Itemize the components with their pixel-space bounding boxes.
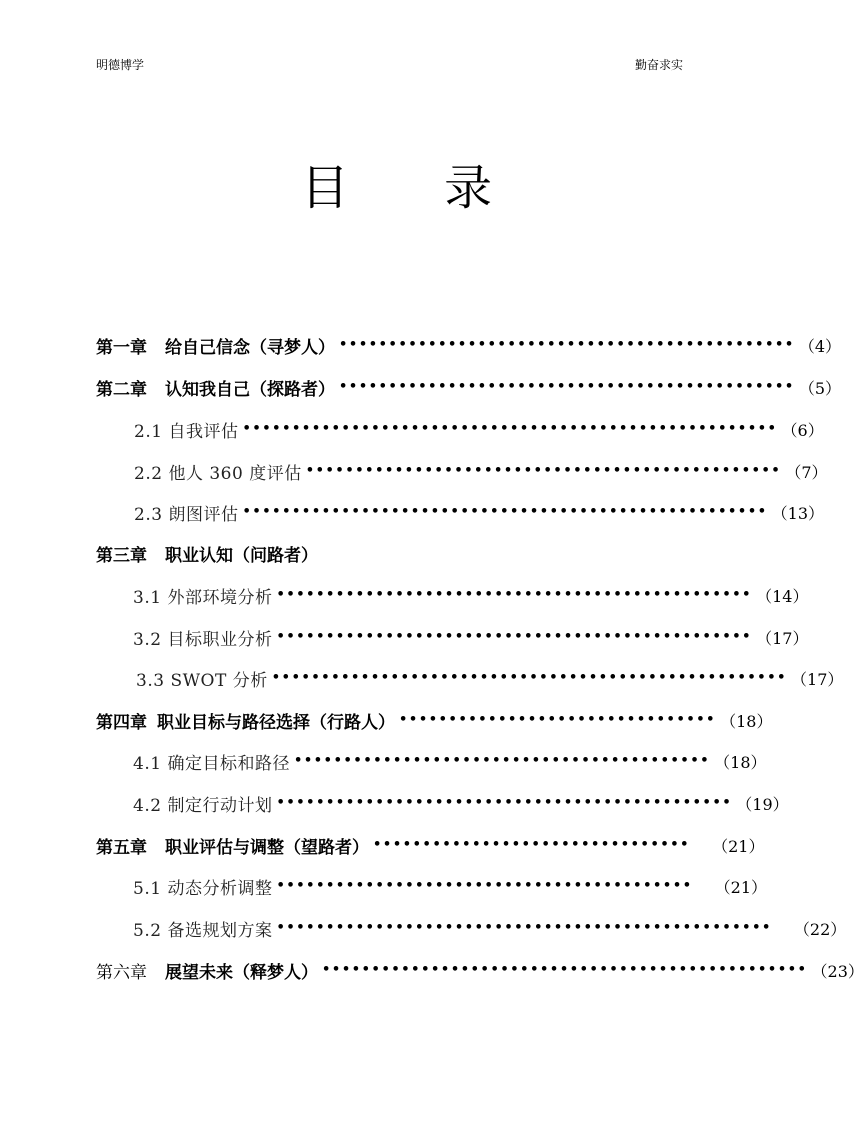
toc-entry-section-3-1[interactable]: [133, 580, 809, 610]
toc-entry-section-3-2[interactable]: [133, 622, 809, 652]
toc-leader-dots: ••••••••••••••••••••••••••••••••••••••••••••••••: [305, 463, 782, 478]
toc-entry-label: 4.2 制定行动计划: [133, 795, 273, 816]
toc-leader-dots: ••••••••••••••••••••••••••••••••••••••••••••••: [276, 795, 733, 810]
toc-entry-chapter-5[interactable]: [96, 830, 765, 860]
toc-entry-label: 展望未来（释梦人）: [165, 962, 318, 983]
toc-page-number: （4）: [798, 336, 842, 356]
toc-leader-dots: ••••••••••••••••••••••••••••••••••••••••••••••••••••••: [242, 421, 778, 436]
toc-chapter-number: 第五章: [96, 837, 147, 858]
toc-entry-section-3-3[interactable]: [136, 663, 844, 693]
toc-leader-dots: ••••••••••••••••••••••••••••••••••••••••••: [293, 753, 711, 768]
toc-entry-label: 职业认知（问路者）: [165, 545, 318, 566]
toc-leader-dots: ••••••••••••••••••••••••••••••••••••••••••••••: [339, 337, 795, 352]
toc-entry-label: 5.1 动态分析调整: [133, 878, 273, 899]
toc-entry-label: 3.3 SWOT 分析: [136, 670, 268, 691]
toc-entry-chapter-3[interactable]: [96, 538, 396, 568]
toc-entry-chapter-1[interactable]: [96, 330, 842, 360]
toc-entry-chapter-2[interactable]: [96, 372, 842, 402]
toc-page-number: （22）: [793, 919, 847, 939]
toc-entry-section-2-3[interactable]: [134, 497, 825, 527]
toc-page-number: （19）: [736, 794, 789, 814]
toc-entry-label: 2.2 他人 360 度评估: [134, 463, 302, 484]
toc-page-number: （17）: [756, 628, 809, 648]
toc-entry-label: 3.1 外部环境分析: [133, 587, 273, 608]
toc-entry-label: 2.3 朗图评估: [134, 504, 239, 525]
toc-leader-dots: ••••••••••••••••••••••••••••••••••••••••••: [276, 878, 693, 893]
toc-leader-dots: ••••••••••••••••••••••••••••••••••••••••••••••: [339, 379, 795, 394]
toc-page-number: （17）: [791, 669, 844, 689]
toc-entry-label: 给自己信念（寻梦人）: [165, 337, 335, 358]
toc-page-number: （18）: [714, 752, 767, 772]
toc-page-number: （13）: [771, 503, 825, 523]
toc-entry-label: 3.2 目标职业分析: [133, 629, 273, 650]
toc-entry-section-4-2[interactable]: [133, 788, 789, 818]
toc-page-number: （7）: [785, 462, 828, 482]
toc-entry-section-2-2[interactable]: [134, 456, 828, 486]
page-title: 目 录: [300, 160, 533, 216]
toc-entry-section-2-1[interactable]: [134, 414, 824, 444]
toc-leader-dots: •••••••••••••••••••••••••••••••••••••••••••••••••: [322, 962, 808, 977]
toc-chapter-number: 第六章: [96, 962, 147, 983]
header-right-motto: 勤奋求实: [634, 58, 683, 72]
toc-leader-dots: ••••••••••••••••••••••••••••••••••••••••••••••••••: [276, 920, 772, 935]
toc-entry-chapter-6[interactable]: [96, 955, 864, 985]
toc-leader-dots: ••••••••••••••••••••••••••••••••••••••••••••••••: [276, 629, 753, 644]
header-left-motto: 明德博学: [96, 58, 145, 72]
toc-entry-section-5-2[interactable]: [133, 913, 847, 943]
toc-chapter-number: 第二章: [96, 379, 147, 400]
toc-leader-dots: ••••••••••••••••••••••••••••••••••••••••••••••••: [276, 587, 753, 602]
toc-entry-label: 4.1 确定目标和路径: [133, 753, 290, 774]
toc-page-number: （23）: [811, 961, 864, 981]
toc-leader-dots: ••••••••••••••••••••••••••••••••: [399, 712, 717, 727]
toc-page-number: （18）: [720, 711, 773, 731]
toc-leader-dots: •••••••••••••••••••••••••••••••••••••••••••••••••••••: [242, 504, 768, 519]
toc-entry-label: 职业目标与路径选择（行路人）: [157, 712, 395, 733]
toc-entry-label: 职业评估与调整（望路者）: [165, 837, 369, 858]
toc-entry-section-5-1[interactable]: [133, 871, 768, 901]
toc-page-number: （21）: [714, 877, 768, 897]
toc-page-number: （21）: [712, 836, 765, 856]
toc-page-number: （6）: [781, 420, 824, 440]
toc-chapter-number: 第一章: [96, 337, 147, 358]
toc-entry-label: 认知我自己（探路者）: [165, 379, 335, 400]
toc-leader-dots: ••••••••••••••••••••••••••••••••••••••••••••••••••••: [271, 670, 788, 685]
toc-entry-section-4-1[interactable]: [133, 746, 767, 776]
toc-chapter-number: 第三章: [96, 545, 147, 566]
toc-leader-dots: ••••••••••••••••••••••••••••••••: [373, 837, 691, 852]
toc-entry-label: 5.2 备选规划方案: [133, 920, 273, 941]
toc-chapter-number: 第四章: [96, 712, 147, 733]
toc-entry-label: 2.1 自我评估: [134, 421, 239, 442]
toc-page-number: （5）: [798, 378, 842, 398]
toc-page-number: （14）: [756, 586, 809, 606]
toc-entry-chapter-4[interactable]: [96, 705, 773, 735]
